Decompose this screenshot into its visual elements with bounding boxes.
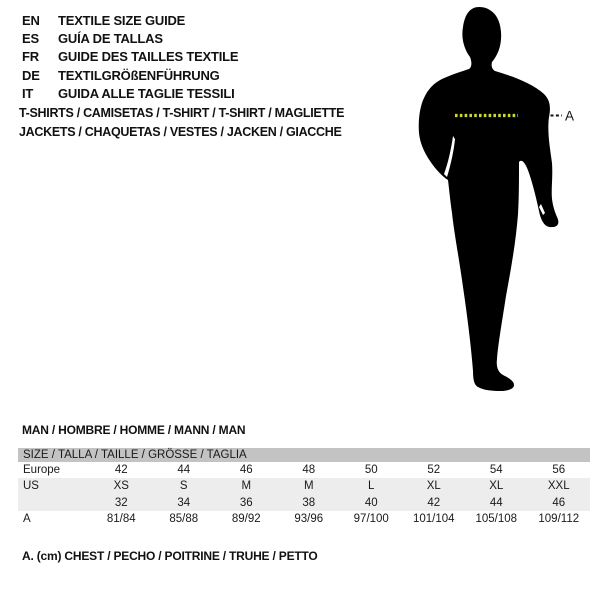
category-line: T-SHIRTS / CAMISETAS / T-SHIRT / T-SHIRT / MAGLIETTE — [19, 106, 345, 120]
table-cell: L — [368, 480, 375, 493]
language-row — [22, 11, 238, 29]
language-row — [22, 85, 238, 103]
language-list — [22, 11, 238, 103]
table-row — [18, 478, 590, 494]
measure-label-a: A — [565, 108, 575, 124]
language-title: GUIDA ALLE TAGLIE TESSILI — [58, 86, 235, 102]
language-title: GUIDE DES TAILLES TEXTILE — [58, 49, 239, 65]
size-table — [18, 448, 590, 527]
category-line: JACKETS / CHAQUETAS / VESTES / JACKEN / GIACCHE — [19, 125, 342, 139]
table-cell: 105/108 — [475, 513, 518, 526]
language-code: ES — [22, 31, 39, 47]
table-row — [18, 495, 590, 511]
table-cell: 85/88 — [169, 513, 199, 526]
man-silhouette-figure — [393, 0, 600, 400]
language-code: IT — [22, 86, 34, 102]
section-title: MAN / HOMBRE / HOMME / MANN / MAN — [22, 423, 246, 437]
table-cell: 50 — [364, 464, 378, 477]
table-cell: XXL — [547, 480, 570, 493]
table-cell: 34 — [177, 496, 191, 509]
table-cell: M — [303, 480, 314, 493]
row-label: Europe — [23, 464, 61, 477]
table-cell: 89/92 — [231, 513, 261, 526]
language-code: EN — [22, 12, 40, 28]
language-title: TEXTILGRÖßENFÜHRUNG — [58, 67, 220, 83]
table-cell: XS — [113, 480, 129, 493]
language-row — [22, 66, 238, 84]
language-row — [22, 48, 238, 66]
language-title: TEXTILE SIZE GUIDE — [58, 12, 186, 28]
table-cell: 81/84 — [106, 513, 136, 526]
table-row — [18, 462, 590, 478]
table-cell: 38 — [302, 496, 316, 509]
table-cell: 40 — [364, 496, 378, 509]
table-cell: 44 — [489, 496, 503, 509]
table-cell: 46 — [239, 464, 253, 477]
table-cell: 42 — [114, 464, 128, 477]
table-cell: 52 — [427, 464, 441, 477]
category-lines — [19, 104, 344, 142]
table-cell: S — [179, 480, 188, 493]
table-cell: 54 — [489, 464, 503, 477]
table-cell: 56 — [552, 464, 566, 477]
footnote: A. (cm) CHEST / PECHO / POITRINE / TRUHE / PETTO — [22, 549, 318, 563]
table-row — [18, 511, 590, 527]
language-title: GUÍA DE TALLAS — [58, 31, 163, 47]
table-cell: 32 — [114, 496, 128, 509]
table-cell: 46 — [552, 496, 566, 509]
man-silhouette — [419, 7, 559, 391]
table-cell: 36 — [239, 496, 253, 509]
table-cell: 101/104 — [412, 513, 455, 526]
table-cell: 97/100 — [353, 513, 389, 526]
table-cell: 42 — [427, 496, 441, 509]
table-cell: XL — [489, 480, 504, 493]
size-table-header: SIZE / TALLA / TAILLE / GRÖSSE / TAGLIA — [18, 448, 590, 462]
language-row — [22, 29, 238, 47]
row-label: US — [23, 480, 39, 493]
table-cell: 44 — [177, 464, 191, 477]
language-code: DE — [22, 67, 40, 83]
table-cell: 93/96 — [294, 513, 324, 526]
language-code: FR — [22, 49, 39, 65]
table-cell: 48 — [302, 464, 316, 477]
table-cell: 109/112 — [538, 513, 580, 526]
table-cell: XL — [426, 480, 441, 493]
row-label: A — [23, 513, 31, 526]
table-cell: M — [241, 480, 252, 493]
